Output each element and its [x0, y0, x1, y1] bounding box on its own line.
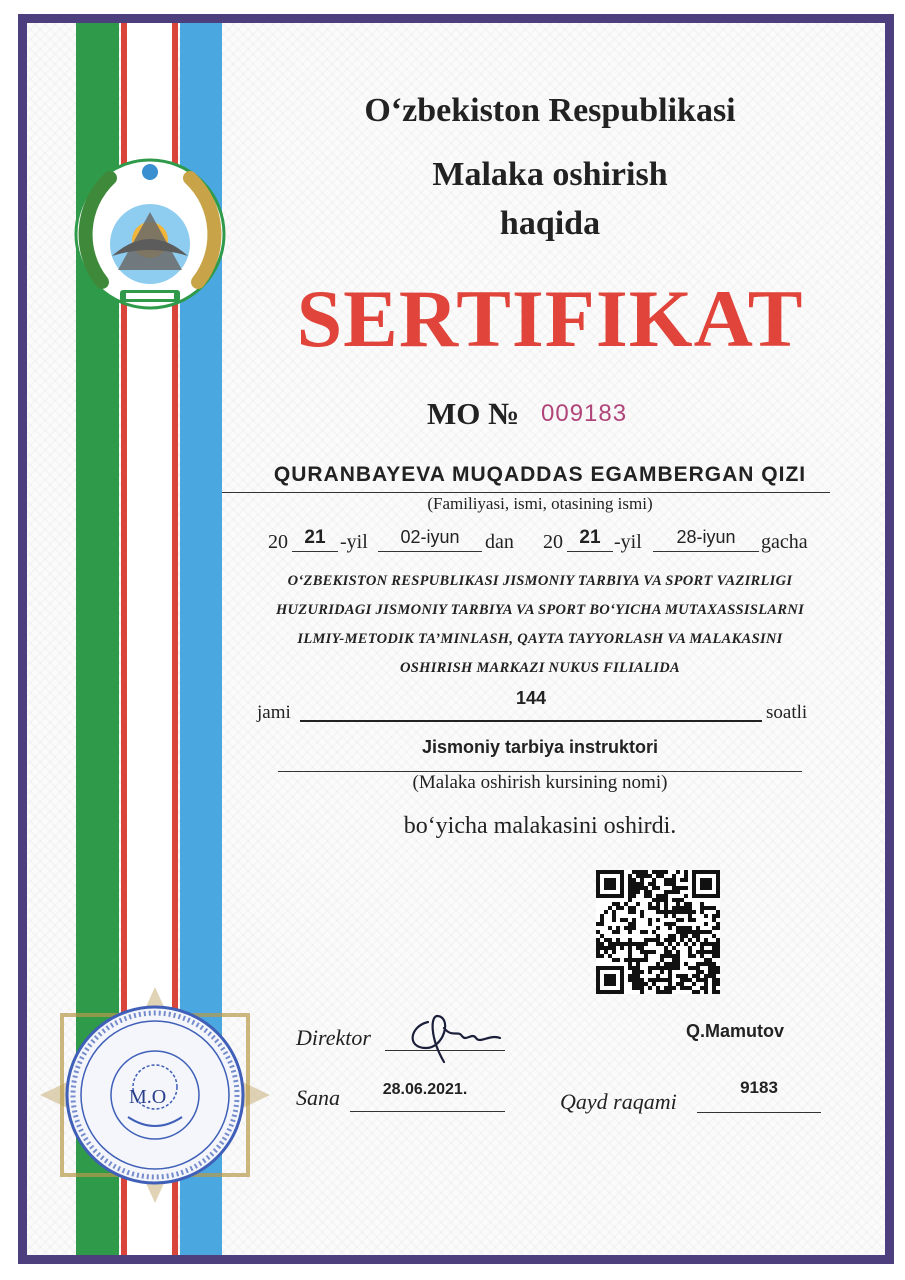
date-label: Sana: [296, 1085, 340, 1110]
period-yil-label-start: -yil: [340, 531, 368, 553]
signature-icon: [400, 1008, 510, 1066]
director-label: Direktor: [296, 1025, 371, 1050]
director-name: Q.Mamutov: [686, 1021, 785, 1041]
period-end-year-line: [567, 551, 613, 552]
period-end-year: 21: [579, 527, 601, 548]
hours-underline: [300, 720, 762, 722]
period-year-prefix-start: 20: [268, 531, 288, 553]
page-title: SERTIFIKAT: [296, 273, 804, 364]
state-emblem-icon: [72, 152, 228, 312]
course-caption: (Malaka oshirish kursining nomi): [412, 772, 668, 793]
hours-value: 144: [515, 688, 547, 708]
institution-line-1: O‘ZBEKISTON RESPUBLIKASI JISMONIY TARBIYA VA SPORT VAZIRLIGI: [287, 573, 793, 589]
course-name: Jismoniy tarbiya instruktori: [421, 737, 659, 757]
period-end-date-line: [653, 551, 759, 552]
institution-line-4: OSHIRISH MARKAZI NUKUS FILIALIDA: [400, 660, 680, 676]
holder-name-underline: [222, 492, 830, 493]
certificate-number: 009183: [541, 400, 628, 427]
period-start-date: 02-iyun: [400, 527, 460, 547]
completion-statement: bo‘yicha malakasini oshirdi.: [403, 813, 677, 839]
registration-label: Qayd raqami: [560, 1089, 677, 1114]
period-year-prefix-end: 20: [543, 531, 563, 553]
registration-number: 9183: [740, 1078, 778, 1097]
header-line-subject: Malaka oshirish: [432, 156, 668, 193]
issue-date-line: [350, 1111, 505, 1112]
holder-name-caption: (Familiyasi, ismi, otasining ismi): [427, 494, 653, 513]
period-start-year: 21: [304, 527, 326, 548]
period-end-date: 28-iyun: [676, 527, 736, 547]
header-line-about: haqida: [499, 205, 601, 242]
institution-line-3: ILMIY-METODIK TA’MINLASH, QAYTA TAYYORLASH VA MALAKASINI: [297, 631, 783, 647]
period-yil-label-end: -yil: [614, 531, 642, 553]
holder-name: QURANBAYEVA MUQADDAS EGAMBERGAN QIZI: [273, 463, 807, 486]
registration-line: [697, 1112, 821, 1113]
period-to-label: gacha: [761, 531, 808, 553]
period-from-label: dan: [485, 531, 514, 553]
qr-code-icon: [596, 870, 720, 994]
institution-line-2: HUZURIDAGI JISMONIY TARBIYA VA SPORT BO‘YICHA MUTAXASSISLARNI: [275, 602, 805, 618]
seal-center-text: M.O: [129, 1086, 167, 1108]
hours-unit-label: soatli: [766, 702, 808, 723]
issue-date: 28.06.2021.: [382, 1081, 468, 1098]
header-line-country: O‘zbekiston Respublikasi: [364, 92, 736, 129]
hours-total-label: jami: [257, 702, 291, 723]
certificate-number-label: MO №: [427, 396, 520, 431]
seal-stamp-icon: [36, 985, 274, 1205]
period-start-date-line: [378, 551, 482, 552]
period-start-year-line: [292, 551, 338, 552]
